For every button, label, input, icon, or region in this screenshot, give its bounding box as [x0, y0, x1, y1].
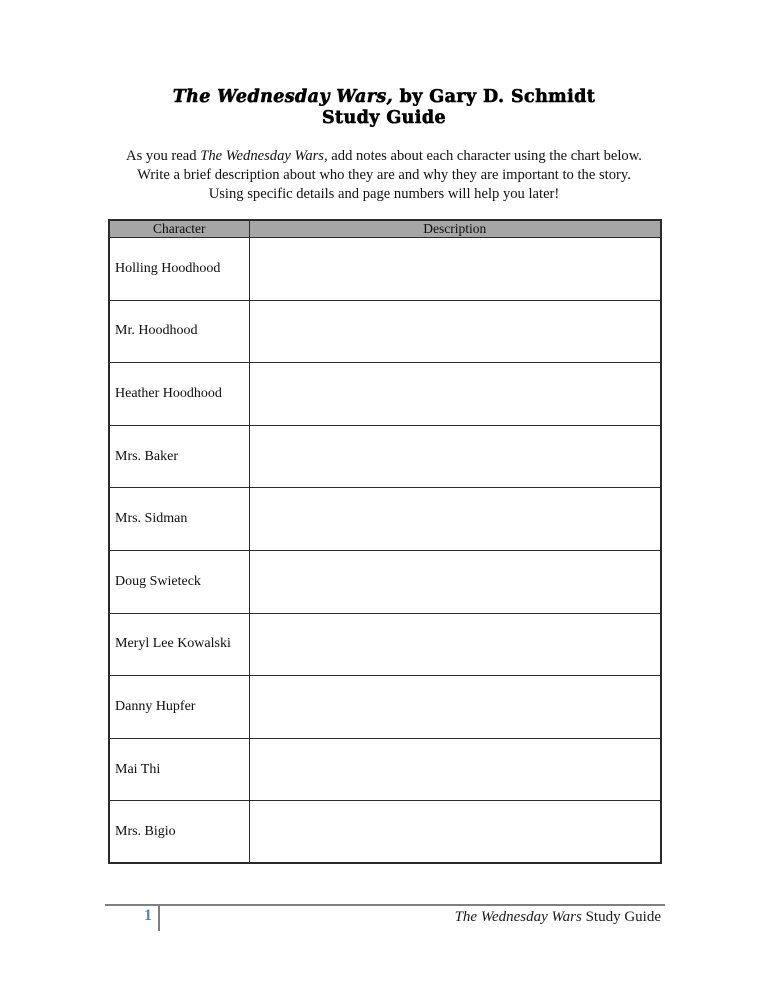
- column-header-description: Description: [249, 220, 661, 238]
- title-subtitle: Study Guide: [321, 108, 447, 128]
- instructions-paragraph: [0, 147, 768, 204]
- table-row: [109, 613, 661, 676]
- character-name-cell: Holling Hoodhood: [109, 238, 249, 301]
- character-name-cell: Mai Thi: [109, 738, 249, 801]
- instructions-line-1: [0, 147, 768, 166]
- page-number: 1: [144, 907, 152, 924]
- document-title: [0, 87, 768, 129]
- description-cell: [249, 738, 661, 801]
- character-name-cell: Heather Hoodhood: [109, 363, 249, 426]
- description-cell: [249, 238, 661, 301]
- table-row: [109, 550, 661, 613]
- footer-book-name: The Wednesday Wars: [454, 909, 582, 925]
- instructions-line1-pre: As you read: [126, 148, 201, 164]
- column-header-character: Character: [109, 220, 249, 238]
- table-row: [109, 801, 661, 864]
- title-book-name: The Wednesday Wars,: [172, 87, 394, 107]
- table-row: [109, 425, 661, 488]
- character-name-cell: Mrs. Bigio: [109, 801, 249, 864]
- table-header-row: [109, 220, 661, 238]
- footer-divider-line: [105, 904, 665, 906]
- description-cell: [249, 425, 661, 488]
- character-name-cell: Mr. Hoodhood: [109, 300, 249, 363]
- instructions-line-2: Write a brief description about who they are and why they are important to the story.: [137, 167, 631, 183]
- description-cell: [249, 801, 661, 864]
- title-line-1: [0, 87, 768, 108]
- instructions-line1-post: add notes about each character using the chart below.: [327, 148, 642, 164]
- table-row: [109, 363, 661, 426]
- character-name-cell: Mrs. Sidman: [109, 488, 249, 551]
- table-row: [109, 300, 661, 363]
- table-row: [109, 238, 661, 301]
- description-cell: [249, 613, 661, 676]
- title-author-part: by Gary D. Schmidt: [393, 87, 596, 107]
- description-cell: [249, 363, 661, 426]
- description-cell: [249, 488, 661, 551]
- character-name-cell: Doug Swieteck: [109, 550, 249, 613]
- character-chart-table: [108, 219, 662, 864]
- instructions-book-name: The Wednesday Wars,: [200, 148, 328, 164]
- table-row: [109, 488, 661, 551]
- table-row: [109, 676, 661, 739]
- footer-title-rest: Study Guide: [581, 909, 661, 925]
- character-name-cell: Danny Hupfer: [109, 676, 249, 739]
- character-name-cell: Meryl Lee Kowalski: [109, 613, 249, 676]
- description-cell: [249, 550, 661, 613]
- character-name-cell: Mrs. Baker: [109, 425, 249, 488]
- description-cell: [249, 300, 661, 363]
- description-cell: [249, 676, 661, 739]
- table-row: [109, 738, 661, 801]
- instructions-line-3: Using specific details and page numbers will help you later!: [208, 186, 560, 202]
- footer-document-title: [0, 908, 661, 926]
